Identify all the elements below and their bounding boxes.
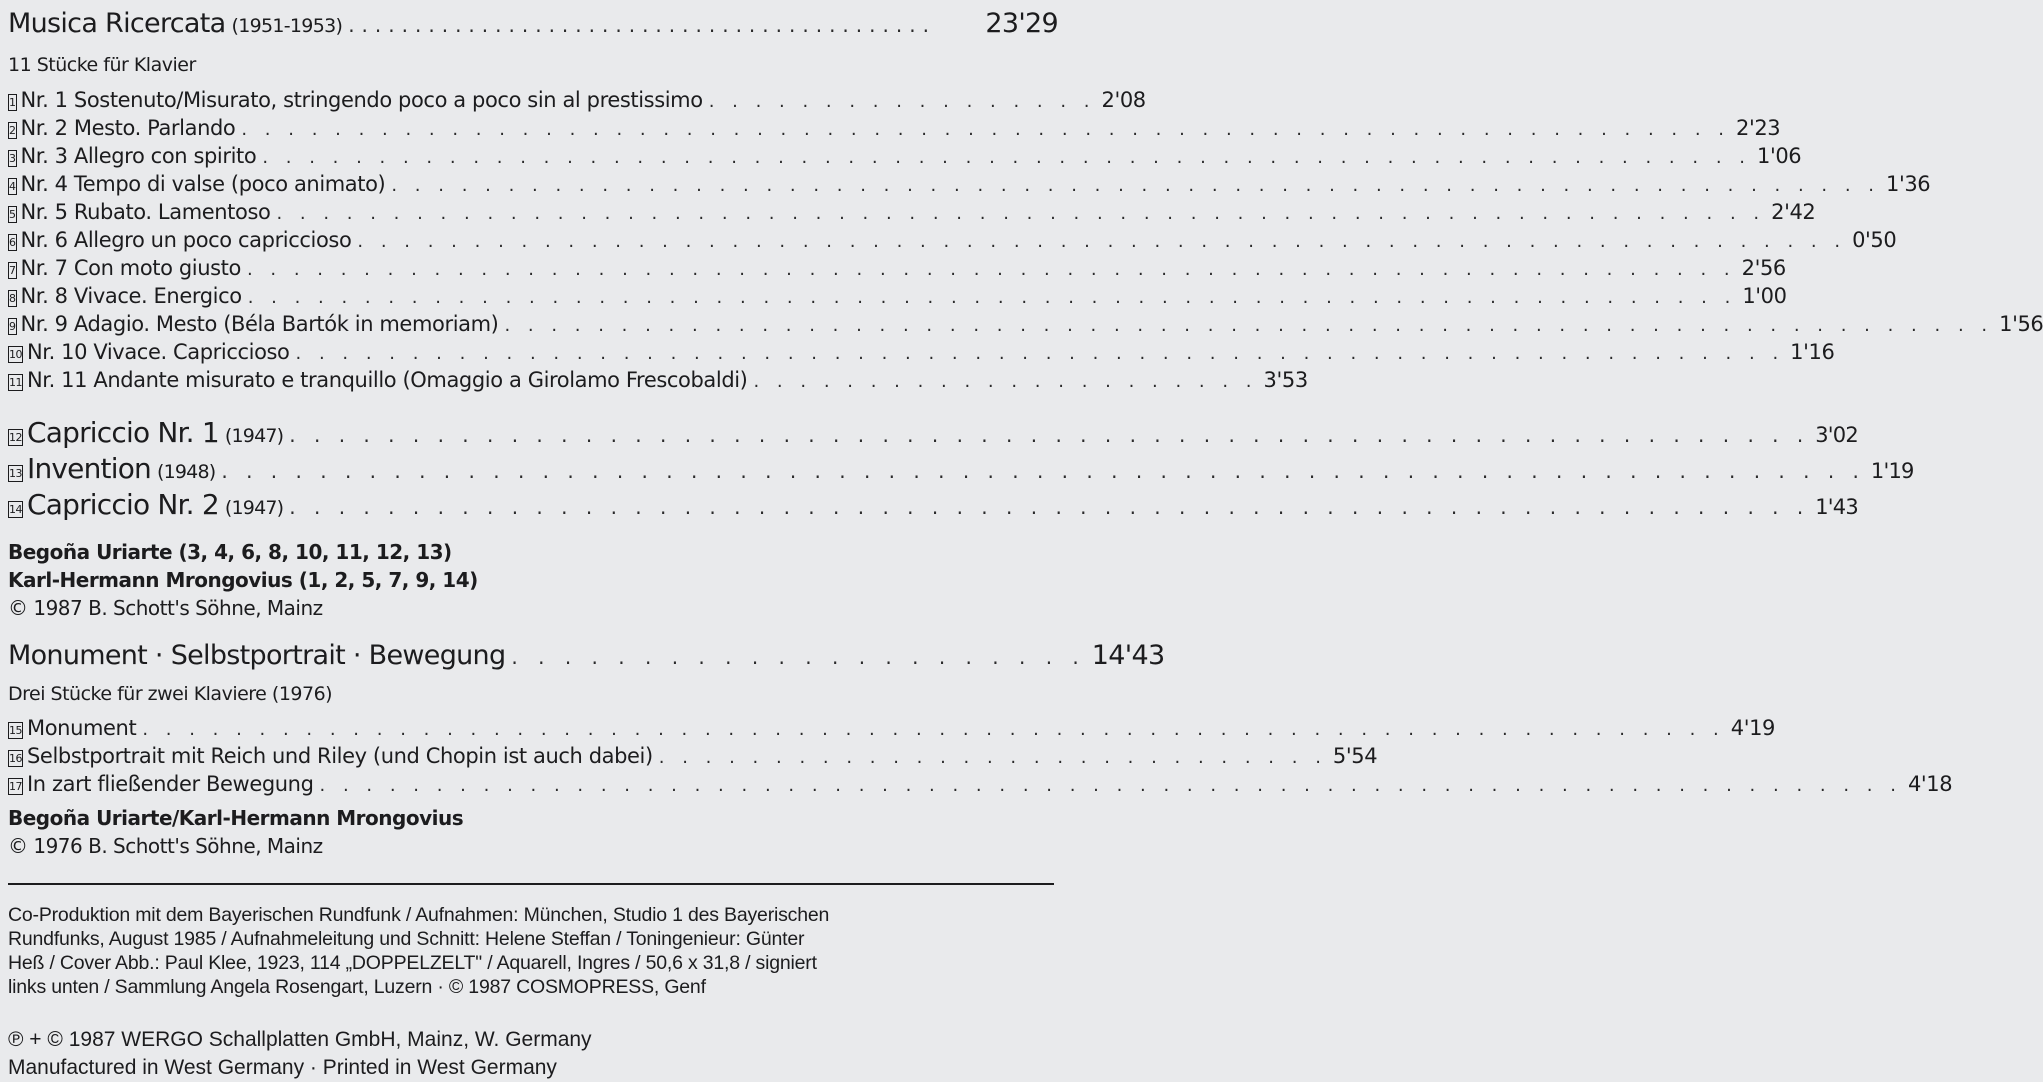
track-row <box>8 200 1816 224</box>
track-title: Monument <box>27 716 137 740</box>
track-years: (1948) <box>156 461 216 483</box>
track-title: Nr. 9 Adagio. Mesto (Béla Bartók in memoriam) <box>20 312 499 336</box>
track-row <box>8 88 1146 112</box>
dot-leader: . . . . . . . . . . . . . . . . . . . . . . . . . . . . . . . . . . . . . . . . . . . . . . . . . . . . . . . . . . . . . . . . <box>391 175 1881 196</box>
dot-leader: . . . . . . . . . . . . . . . . . . . . . . . . . . . . . . . . . . . . . . . . . . . . . . . . . . . . . . . . . . . . . . . . . . . <box>221 459 1865 483</box>
dot-leader: . . . . . . . . . . . . . . . . . . . . . . . . . . . . . . . . . . . . . . . . . . . . . . . . . . . . . . . . . . . . . . . . <box>276 203 1766 224</box>
dot-leader: . . . . . . . . . . . . . . . . . . . . . . . . . . . . . . . . . . . . . . . . . . . . . . . . . . . . . . . . . . . . . . . . <box>262 147 1751 168</box>
track-row <box>8 716 1776 740</box>
divider <box>8 883 1054 885</box>
track-time: 2'42 <box>1771 200 1816 224</box>
work-title: Musica Ricercata <box>8 8 226 39</box>
track-time: 1'36 <box>1886 172 1931 196</box>
track-row <box>8 488 1858 521</box>
track-number-box: 8 <box>9 292 16 305</box>
dot-leader: . . . . . . . . . . . . . . . . . . . . . . . . . . . . . . . . . . . . . . . . . . . . . . . . . . . . . . . . . . . . . . . . <box>504 315 1994 336</box>
track-title: Selbstportrait mit Reich und Riley (und Chopin ist auch dabei) <box>27 744 653 768</box>
track-time: 1'06 <box>1756 144 1802 168</box>
track-title: Capriccio Nr. 1 <box>27 416 219 449</box>
track-title: Nr. 8 Vivace. Energico <box>20 284 242 308</box>
track-time: 2'56 <box>1741 256 1786 280</box>
track-time: 4'18 <box>1907 772 1953 796</box>
dot-leader: . . . . . . . . . . . . . . . . . . . . . . <box>753 371 1258 392</box>
track-number-box: 16 <box>9 752 22 765</box>
track-number-box: 4 <box>9 180 16 193</box>
track-row <box>8 340 1835 364</box>
track-title: Nr. 5 Rubato. Lamentoso <box>20 200 271 224</box>
track-row <box>8 228 1897 252</box>
track-time: 3'53 <box>1263 368 1308 392</box>
track-title: Nr. 3 Allegro con spirito <box>20 144 257 168</box>
track-years: (1947) <box>224 497 284 519</box>
performer-name: Begoña Uriarte <box>8 540 173 564</box>
track-time: 1'56 <box>1999 312 2043 336</box>
track-number-box: 5 <box>9 208 16 221</box>
work-subtitle: 11 Stücke für Klavier <box>8 54 196 76</box>
track-time: 1'43 <box>1815 495 1858 519</box>
performer-line <box>8 540 452 564</box>
dot-leader: . . . . . . . . . . . . . . . . . . . . . . . . . . . . . . . . . . . . . . . . . . . . . . . . . . . . . . . . . . . . . . . . <box>241 119 1731 140</box>
track-title: Nr. 1 Sostenuto/Misurato, stringendo poco a poco sin al prestissimo <box>20 88 703 112</box>
track-title: Nr. 4 Tempo di valse (poco animato) <box>20 172 386 196</box>
track-row <box>8 416 1858 449</box>
track-row <box>8 772 1953 796</box>
track-title: Capriccio Nr. 2 <box>27 488 219 521</box>
dot-leader: . . . . . . . . . . . . . . . . . . . . . . . . . . . . . . . . . . . . . . . . . . . . . . . . . . . . . . . . . . . . . . . . <box>357 231 1847 252</box>
production-notes <box>8 903 1058 999</box>
footer-line: Manufactured in West Germany · Printed in West Germany <box>8 1056 557 1079</box>
track-row <box>8 452 1914 485</box>
track-row <box>8 172 1931 196</box>
dot-leader: . . . . . . . . . . . . . . . . . . . . . . . . . . . . . <box>658 747 1327 768</box>
track-number-box: 12 <box>9 431 22 444</box>
performer-line: Begoña Uriarte/Karl-Hermann Mrongovius <box>8 806 464 830</box>
dot-leader: . . . . . . . . . . . . . . . . . . . . . . . . . . . . . . . . . . . . . . . . . . . . . . . . . . . . . . . . . . . . . . . . <box>247 287 1737 308</box>
track-title: In zart fließender Bewegung <box>27 772 314 796</box>
dot-leader: . . . . . . . . . . . . . . . . . . . . . . . . . . . . . . . . . . . . . . . . . . . . . . . . . . . . . . . . . . . . . . . . . . . . <box>319 775 1902 796</box>
notes-line: Co-Produktion mit dem Bayerischen Rundfunk / Aufnahmen: München, Studio 1 des Bayerischen <box>8 904 830 926</box>
track-number-box: 11 <box>9 376 22 389</box>
dot-leader: . . . . . . . . . . . . . . . . . . . . . . . . . . . . . . . . . . . . . . . . . . . . . . . . . . . . . . . . . . . . . . . . <box>295 343 1785 364</box>
track-title: Nr. 2 Mesto. Parlando <box>20 116 236 140</box>
track-number-box: 7 <box>9 264 16 277</box>
track-time: 5'54 <box>1332 744 1378 768</box>
copyright-line: © 1987 B. Schott's Söhne, Mainz <box>8 596 323 620</box>
label-footer <box>8 1026 592 1082</box>
track-number-box: 14 <box>9 503 22 516</box>
track-row <box>8 284 1787 308</box>
notes-line: Rundfunks, August 1985 / Aufnahmeleitung und Schnitt: Helene Steffan / Toningenieur: Günter <box>8 928 805 950</box>
footer-line: ℗ + © 1987 WERGO Schallplatten GmbH, Mainz, W. Germany <box>8 1028 592 1051</box>
dot-leader: ............................................ <box>348 13 936 37</box>
track-title: Nr. 7 Con moto giusto <box>20 256 241 280</box>
track-row <box>8 744 1378 768</box>
notes-line: Heß / Cover Abb.: Paul Klee, 1923, 114 „DOPPELZELT" / Aquarell, Ingres / 50,6 x 31,8 / signiert <box>8 952 817 974</box>
track-row <box>8 312 2043 336</box>
track-row <box>8 144 1802 168</box>
track-time: 1'00 <box>1742 284 1787 308</box>
track-number-box: 17 <box>9 780 22 793</box>
track-row <box>8 116 1781 140</box>
track-row <box>8 368 1308 392</box>
track-time: 1'19 <box>1870 459 1914 483</box>
track-number-box: 13 <box>9 467 22 480</box>
track-number-box: 9 <box>9 320 16 333</box>
work-total-time: 14'43 <box>1091 640 1165 671</box>
performer-tracks: (3, 4, 6, 8, 10, 11, 12, 13) <box>178 540 452 564</box>
track-time: 2'23 <box>1736 116 1781 140</box>
dot-leader: . . . . . . . . . . . . . . . . . . . . . . . . . . . . . . . . . . . . . . . . . . . . . . . . . . . . . . . . . . . . . . <box>289 423 1810 447</box>
dot-leader: . . . . . . . . . . . . . . . . . . . . . . . . . . . . . . . . . . . . . . . . . . . . . . . . . . . . . . . . . . . . . . . . <box>246 259 1736 280</box>
work-header-ricercata <box>8 8 1058 39</box>
work-header-monument <box>8 640 1165 671</box>
track-title: Nr. 10 Vivace. Capriccioso <box>27 340 290 364</box>
track-time: 1'16 <box>1790 340 1835 364</box>
dot-leader: . . . . . . . . . . . . . . . . . <box>708 91 1096 112</box>
track-number-box: 15 <box>9 724 22 737</box>
track-number-box: 2 <box>9 124 16 137</box>
work-subtitle: Drei Stücke für zwei Klaviere (1976) <box>8 683 333 705</box>
track-number-box: 6 <box>9 236 16 249</box>
performer-line <box>8 568 478 592</box>
track-years: (1947) <box>224 425 284 447</box>
work-title: Monument · Selbstportrait · Bewegung <box>8 640 506 671</box>
track-row <box>8 256 1786 280</box>
track-title: Invention <box>27 452 151 485</box>
track-time: 3'02 <box>1815 423 1858 447</box>
performer-tracks: (1, 2, 5, 7, 9, 14) <box>298 568 478 592</box>
track-title: Nr. 11 Andante misurato e tranquillo (Omaggio a Girolamo Frescobaldi) <box>27 368 748 392</box>
dot-leader: . . . . . . . . . . . . . . . . . . . . . . <box>511 645 1086 669</box>
track-number-box: 3 <box>9 152 16 165</box>
performer-name: Karl-Hermann Mrongovius <box>8 568 293 592</box>
track-time: 2'08 <box>1101 88 1146 112</box>
work-total-time: 23'29 <box>985 8 1058 39</box>
track-title: Nr. 6 Allegro un poco capriccioso <box>20 228 352 252</box>
notes-line: links unten / Sammlung Angela Rosengart, Luzern · © 1987 COSMOPRESS, Genf <box>8 976 706 998</box>
track-time: 4'19 <box>1730 716 1776 740</box>
track-number-box: 10 <box>9 348 22 361</box>
copyright-line: © 1976 B. Schott's Söhne, Mainz <box>8 834 323 858</box>
dot-leader: . . . . . . . . . . . . . . . . . . . . . . . . . . . . . . . . . . . . . . . . . . . . . . . . . . . . . . . . . . . . . . . . . . . . <box>142 719 1725 740</box>
track-number-box: 1 <box>9 96 16 109</box>
dot-leader: . . . . . . . . . . . . . . . . . . . . . . . . . . . . . . . . . . . . . . . . . . . . . . . . . . . . . . . . . . . . . . <box>289 495 1810 519</box>
work-years: (1951-1953) <box>231 15 343 37</box>
track-time: 0'50 <box>1852 228 1897 252</box>
